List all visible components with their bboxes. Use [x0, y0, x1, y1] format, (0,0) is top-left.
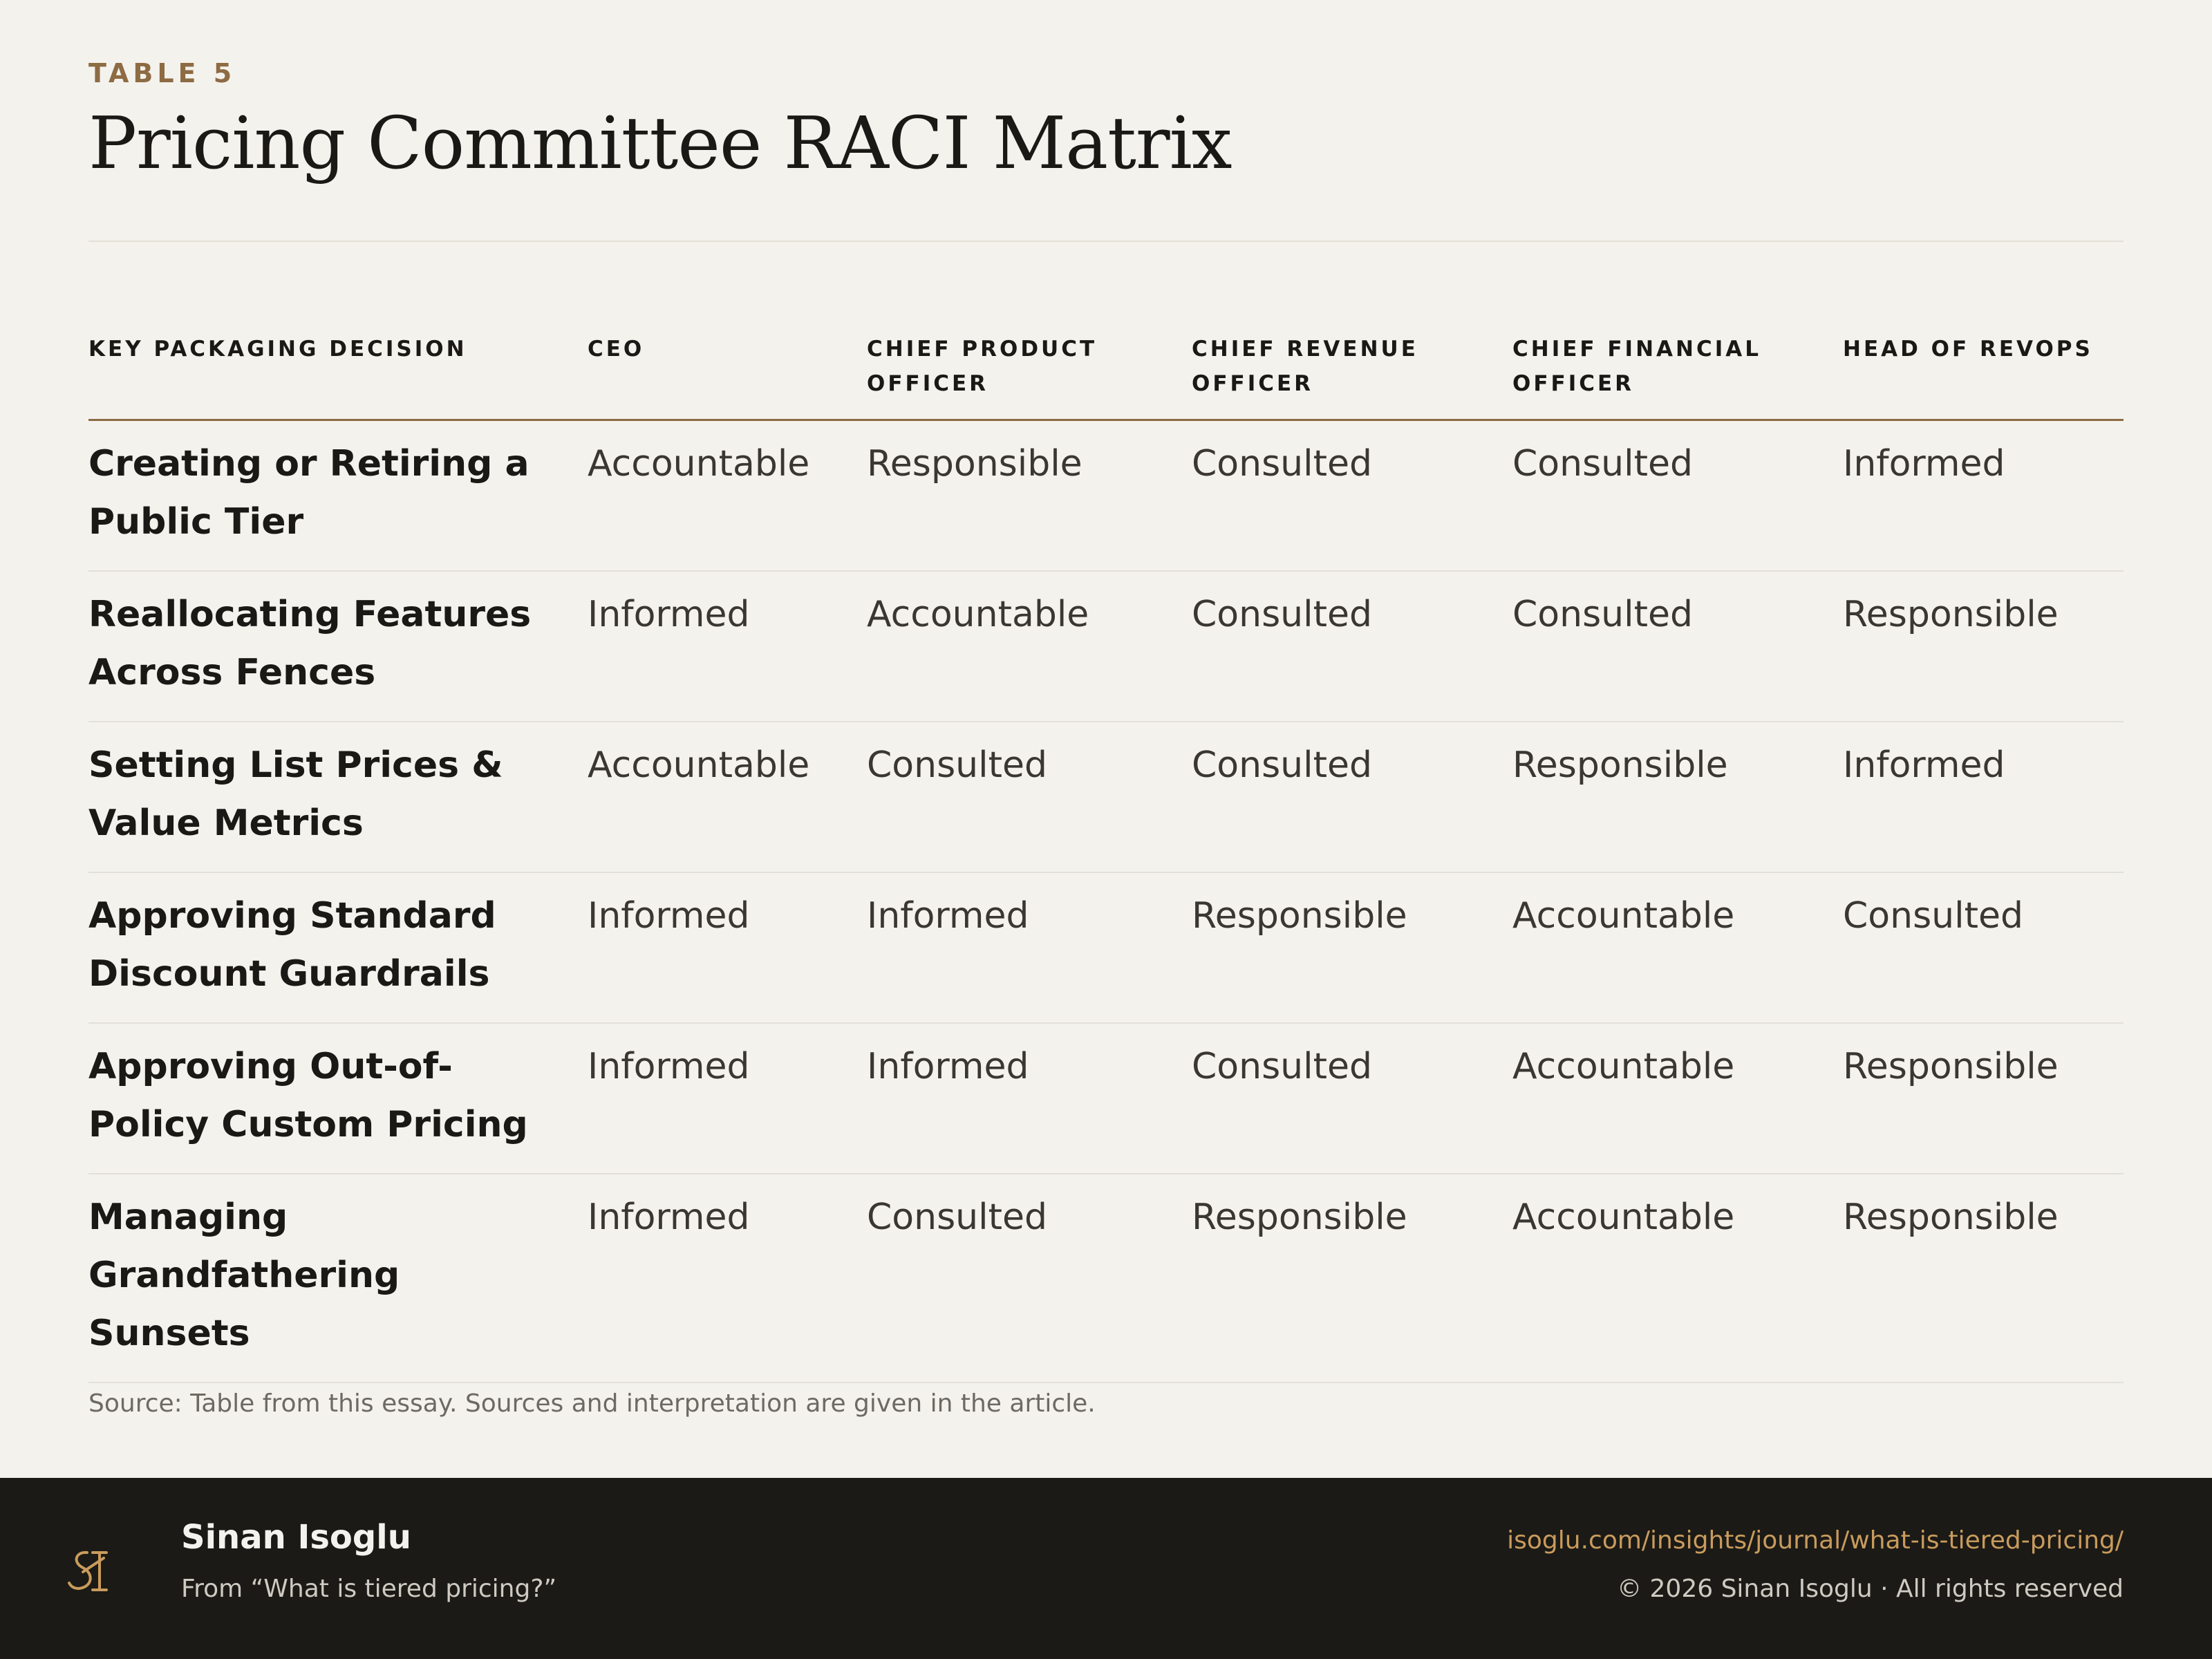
article-reference: From “What is tiered pricing?”	[181, 1575, 557, 1603]
raci-cell: Consulted	[1843, 872, 2124, 1023]
raci-cell: Consulted	[1192, 571, 1512, 722]
decision-cell: Reallocating Features Across Fences	[88, 571, 588, 722]
table-row	[88, 571, 2124, 722]
raci-cell: Responsible	[1843, 1174, 2124, 1382]
article-url-link[interactable]: isoglu.com/insights/journal/what-is-tiered-pricing/	[1507, 1526, 2124, 1555]
raci-cell: Consulted	[1192, 1023, 1512, 1174]
raci-cell: Consulted	[867, 722, 1192, 872]
table-header-row	[88, 325, 2124, 420]
raci-cell: Informed	[588, 872, 867, 1023]
raci-cell: Consulted	[1512, 420, 1843, 572]
raci-cell: Responsible	[1192, 872, 1512, 1023]
copyright-text: © 2026 Sinan Isoglu · All rights reserved	[1617, 1575, 2124, 1603]
raci-cell: Informed	[1843, 420, 2124, 572]
decision-cell: Approving Standard Discount Guardrails	[88, 872, 588, 1023]
raci-cell: Accountable	[867, 571, 1192, 722]
column-header-cpo: CHIEF PRODUCT OFFICER	[867, 325, 1192, 420]
source-note: Source: Table from this essay. Sources and interpretation are given in the article.	[88, 1389, 1096, 1418]
table-row	[88, 1023, 2124, 1174]
raci-cell: Responsible	[867, 420, 1192, 572]
raci-cell: Consulted	[867, 1174, 1192, 1382]
raci-cell: Accountable	[1512, 872, 1843, 1023]
column-header-ceo: CEO	[588, 325, 867, 420]
column-header-cfo: CHIEF FINANCIAL OFFICER	[1512, 325, 1843, 420]
raci-cell: Accountable	[1512, 1174, 1843, 1382]
si-monogram-icon	[62, 1544, 118, 1600]
raci-cell: Informed	[588, 571, 867, 722]
raci-cell: Informed	[1843, 722, 2124, 872]
column-header-cro: CHIEF REVENUE OFFICER	[1192, 325, 1512, 420]
table-row	[88, 420, 2124, 572]
raci-cell: Accountable	[588, 420, 867, 572]
decision-cell: Creating or Retiring a Public Tier	[88, 420, 588, 572]
raci-cell: Informed	[867, 872, 1192, 1023]
raci-cell: Accountable	[588, 722, 867, 872]
footer	[0, 1478, 2212, 1659]
page-title: Pricing Committee RACI Matrix	[88, 101, 1232, 185]
title-divider	[88, 241, 2124, 242]
raci-cell: Informed	[867, 1023, 1192, 1174]
author-name: Sinan Isoglu	[181, 1518, 411, 1557]
raci-cell: Consulted	[1192, 420, 1512, 572]
raci-cell: Responsible	[1843, 571, 2124, 722]
page-content	[88, 0, 2124, 1478]
raci-table	[88, 325, 2124, 1383]
raci-cell: Consulted	[1512, 571, 1843, 722]
table-row	[88, 722, 2124, 872]
raci-cell: Informed	[588, 1174, 867, 1382]
column-header-revops: HEAD OF REVOPS	[1843, 325, 2124, 420]
raci-cell: Responsible	[1192, 1174, 1512, 1382]
decision-cell: Managing Grandfathering Sunsets	[88, 1174, 588, 1382]
raci-cell: Responsible	[1843, 1023, 2124, 1174]
column-header-decision: KEY PACKAGING DECISION	[88, 325, 588, 420]
table-row	[88, 1174, 2124, 1382]
decision-cell: Approving Out-of-Policy Custom Pricing	[88, 1023, 588, 1174]
raci-cell: Accountable	[1512, 1023, 1843, 1174]
table-row	[88, 872, 2124, 1023]
raci-cell: Informed	[588, 1023, 867, 1174]
raci-cell: Consulted	[1192, 722, 1512, 872]
table-label: TABLE 5	[88, 58, 236, 88]
decision-cell: Setting List Prices & Value Metrics	[88, 722, 588, 872]
raci-cell: Responsible	[1512, 722, 1843, 872]
